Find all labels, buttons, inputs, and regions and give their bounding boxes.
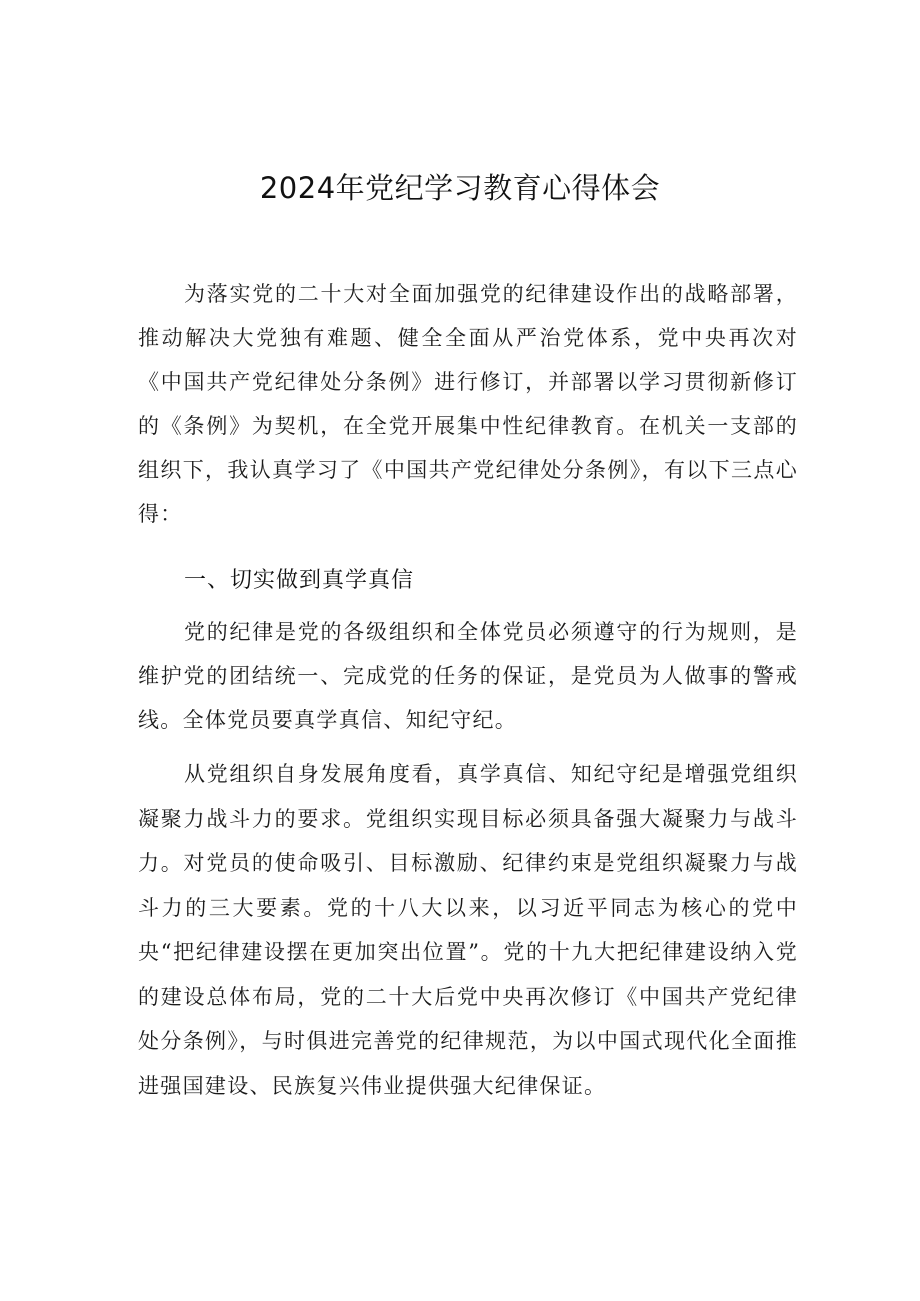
section-heading-1: 一、切实做到真学真信	[184, 568, 415, 593]
document-title: 2024年党纪学习教育心得体会	[259, 171, 661, 205]
intro-paragraph: 为落实党的二十大对全面加强党的纪律建设作出的战略部署，推动解决大党独有难题、健全全面从严治党体系，党中央再次对《中国共产党纪律处分条例》进行修订，并部署以学习贯彻新修订的《条例》为契机，在全党开展集中性纪律教育。在机关一支部的组织下，我认真学习了《中国共产党纪律处分条例》，有以下三点心得：	[138, 282, 798, 526]
section1-paragraph-2: 从党组织自身发展角度看，真学真信、知纪守纪是增强党组织凝聚力战斗力的要求。党组织实现目标必须具备强大凝聚力与战斗力。对党员的使命吸引、目标激励、纪律约束是党组织凝聚力与战斗力的三大要素。党的十八大以来，以习近平同志为核心的党中央“把纪律建设摆在更加突出位置”。党的十九大把纪律建设纳入党的建设总体布局，党的二十大后党中央再次修订《中国共产党纪律处分条例》，与时俱进完善党的纪律规范，为以中国式现代化全面推进强国建设、民族复兴伟业提供强大纪律保证。	[138, 762, 798, 1098]
section1-paragraph-1: 党的纪律是党的各级组织和全体党员必须遵守的行为规则，是维护党的团结统一、完成党的任务的保证，是党员为人做事的警戒线。全体党员要真学真信、知纪守纪。	[138, 620, 798, 732]
